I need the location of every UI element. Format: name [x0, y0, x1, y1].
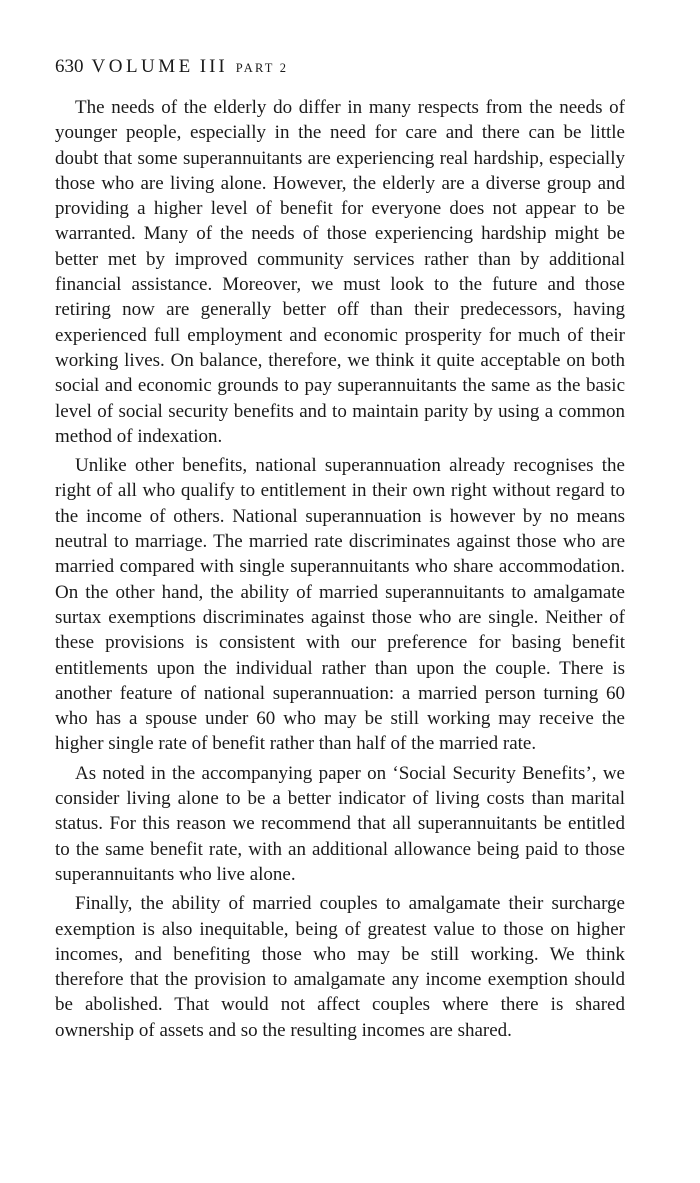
body-text	[55, 95, 625, 1043]
paragraph-elderly-needs: The needs of the elderly do differ in many respects from the needs of younger people, especially in the need for care and there can be little doubt that some superannuitants are experiencing real hardship, especially those who are living alone. However, the elderly are a diverse group and providing a higher level of benefit for everyone does not appear to be warranted. Many of the needs of those experiencing hardship might be better met by improved community services rather than by additional financial assistance. Moreover, we must look to the future and those retiring now are generally better off than their predecessors, having experienced full employment and economic prosperity for much of their working lives. On balance, therefore, we think it quite acceptable on both social and economic grounds to pay superannuitants the same as the basic level of social security benefits and to maintain parity by using a common method of indexation.	[55, 97, 625, 447]
paragraph-surcharge-exemption: Finally, the ability of married couples to amalgamate their surcharge exemption is also inequitable, being of greatest value to those on higher incomes, and benefiting those who may be still working. We think therefore that the provision to amalgamate any income exemption should be abolished. That would not affect couples where there is shared ownership of assets and so the resulting incomes are shared.	[55, 893, 625, 1041]
volume-label: VOLUME	[91, 56, 194, 77]
running-head	[55, 54, 625, 81]
paragraph-living-alone: As noted in the accompanying paper on ‘Social Security Benefits’, we consider living alone to be a better indicator of living costs than marital status. For this reason we recommend that all superannuitants be entitled to the same benefit rate, with an additional allowance being paid to those superannuitants who live alone.	[55, 762, 625, 885]
page-number: 630	[55, 56, 84, 77]
document-page	[55, 54, 625, 1047]
paragraph-marriage-neutrality: Unlike other benefits, national superannuation already recognises the right of all who qualify to entitlement in their own right without regard to the income of others. National superannuation is however by no means neutral to marriage. The married rate discriminates against those who are married compared with single superannuitants who share accommodation. On the other hand, the ability of married superannuitants to amalgamate surtax exemptions discriminates against those who are single. Neither of these provisions is consistent with our preference for basing benefit entitlements upon the individual rather than upon the couple. There is another feature of national superannuation: a married person turning 60 who has a spouse under 60 who may be still working may receive the higher single rate of benefit rather than half of the married rate.	[55, 455, 625, 755]
part-label: PART 2	[235, 61, 289, 75]
volume-number: III	[199, 56, 228, 77]
